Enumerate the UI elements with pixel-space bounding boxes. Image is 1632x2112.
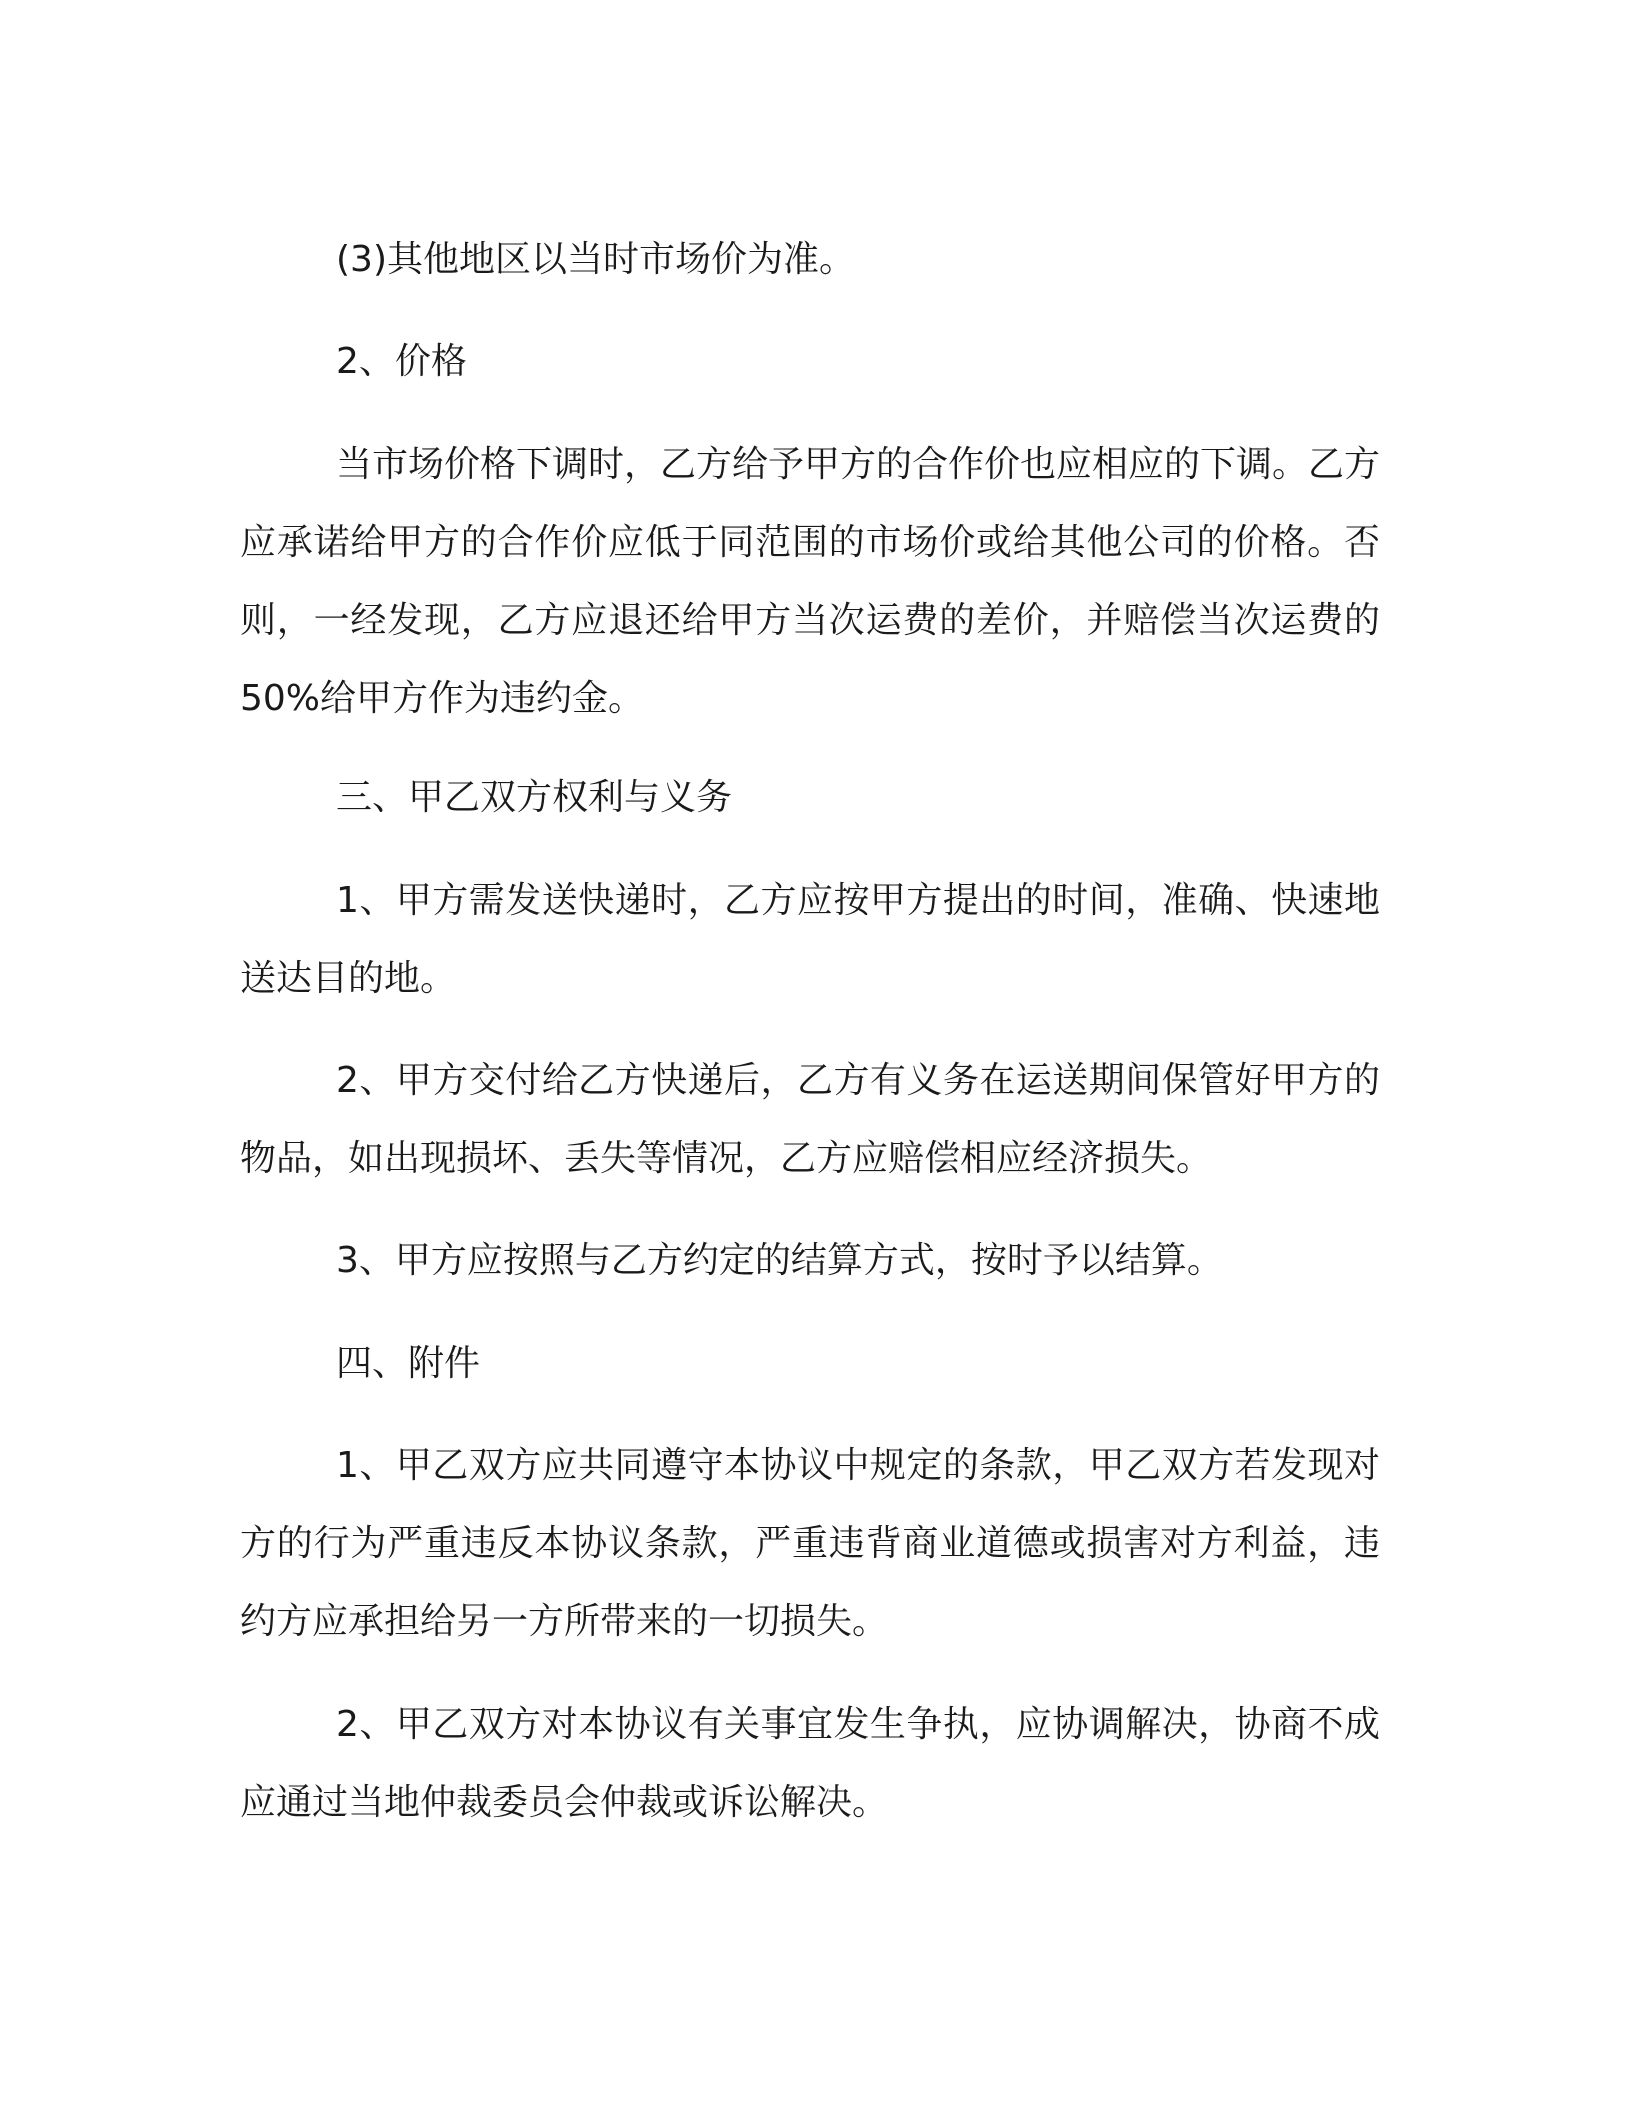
paragraph-appendix-2: 2、甲乙双方对本协议有关事宜发生争执，应协调解决，协商不成应通过当地仲裁委员会仲裁或诉讼解决。 [240, 1704, 1380, 1823]
paragraph-obligation-3: 3、甲方应按照与乙方约定的结算方式，按时予以结算。 [336, 1240, 1223, 1281]
paragraph-obligation-1: 1、甲方需发送快递时，乙方应按甲方提出的时间，准确、快速地送达目的地。 [240, 880, 1380, 999]
heading-price: 2、价格 [336, 341, 467, 382]
paragraph-price-terms: 当市场价格下调时，乙方给予甲方的合作价也应相应的下调。乙方应承诺给甲方的合作价应低于同范围的市场价或给其他公司的价格。否则，一经发现，乙方应退还给甲方当次运费的差价，并赔偿当次运费的 50%给甲方作为违约金。 [240, 444, 1381, 719]
heading-appendix: 四、附件 [336, 1343, 481, 1384]
paragraph-other-regions: (3)其他地区以当时市场价为准。 [336, 239, 855, 280]
heading-rights-obligations: 三、甲乙双方权利与义务 [336, 777, 733, 818]
paragraph-appendix-1: 1、甲乙双方应共同遵守本协议中规定的条款，甲乙双方若发现对方的行为严重违反本协议条款，严重违背商业道德或损害对方利益，违约方应承担给另一方所带来的一切损失。 [240, 1445, 1380, 1642]
paragraph-obligation-2: 2、甲方交付给乙方快递后，乙方有义务在运送期间保管好甲方的物品，如出现损坏、丢失等情况，乙方应赔偿相应经济损失。 [240, 1060, 1380, 1179]
